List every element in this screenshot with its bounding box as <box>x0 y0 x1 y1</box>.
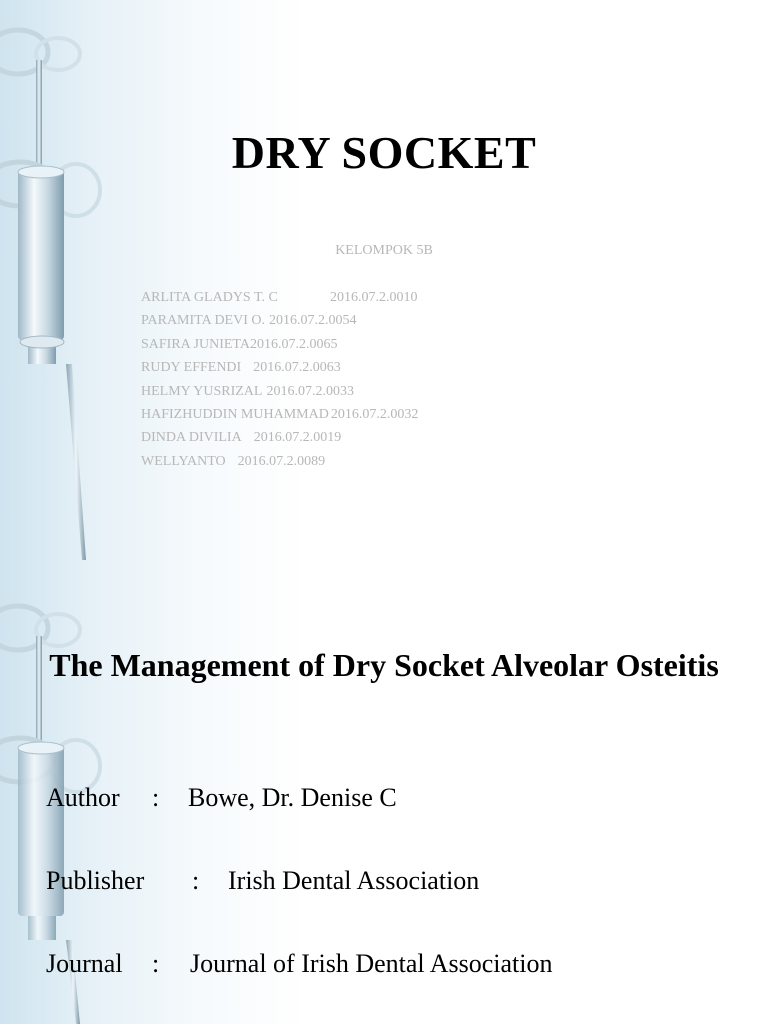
author-label: Author <box>46 783 120 812</box>
member-name: WELLYANTO <box>141 453 226 469</box>
member-nim: 2016.07.2.0054 <box>268 313 357 329</box>
member-nim: 2016.07.2.0063 <box>253 360 341 376</box>
list-item <box>141 333 418 356</box>
member-name: DINDA DIVILIA <box>141 430 242 446</box>
member-nim: 2016.07.2.0019 <box>253 430 342 446</box>
journal-separator: : <box>152 949 160 978</box>
journal-value: Journal of Irish Dental Association <box>190 949 553 978</box>
list-item <box>141 286 418 309</box>
author-separator: : <box>152 783 160 812</box>
list-item <box>141 450 418 473</box>
list-item <box>141 356 418 379</box>
member-name: PARAMITA DEVI O. <box>141 313 265 329</box>
publisher-separator: : <box>192 866 200 895</box>
journal-label: Journal <box>46 949 123 978</box>
member-nim: 2016.07.2.0065 <box>249 336 338 352</box>
publisher-label: Publisher <box>46 866 145 895</box>
member-nim: 2016.07.2.0033 <box>266 383 354 399</box>
list-item <box>141 403 418 426</box>
publisher-value: Irish Dental Association <box>228 866 480 895</box>
author-value: Bowe, Dr. Denise C <box>188 783 397 812</box>
member-list <box>141 286 418 473</box>
member-nim: 2016.07.2.0010 <box>330 290 418 305</box>
member-name: HAFIZHUDDIN MUHAMMAD <box>141 407 329 423</box>
member-name: HELMY YUSRIZAL <box>141 383 263 399</box>
member-name: RUDY EFFENDI <box>141 360 242 376</box>
article-slide <box>0 576 768 1024</box>
member-name: ARLITA GLADYS T. C <box>141 290 278 305</box>
member-nim: 2016.07.2.0032 <box>330 407 419 423</box>
slide-title: DRY SOCKET <box>231 127 537 178</box>
list-item <box>141 380 418 403</box>
list-item <box>141 309 418 332</box>
list-item <box>141 426 418 449</box>
member-nim: 2016.07.2.0089 <box>237 453 326 469</box>
article-title: The Management of Dry Socket Alveolar Osteitis <box>49 647 719 683</box>
group-label: KELOMPOK 5B <box>335 243 433 258</box>
member-name: SAFIRA JUNIETA <box>141 336 250 352</box>
